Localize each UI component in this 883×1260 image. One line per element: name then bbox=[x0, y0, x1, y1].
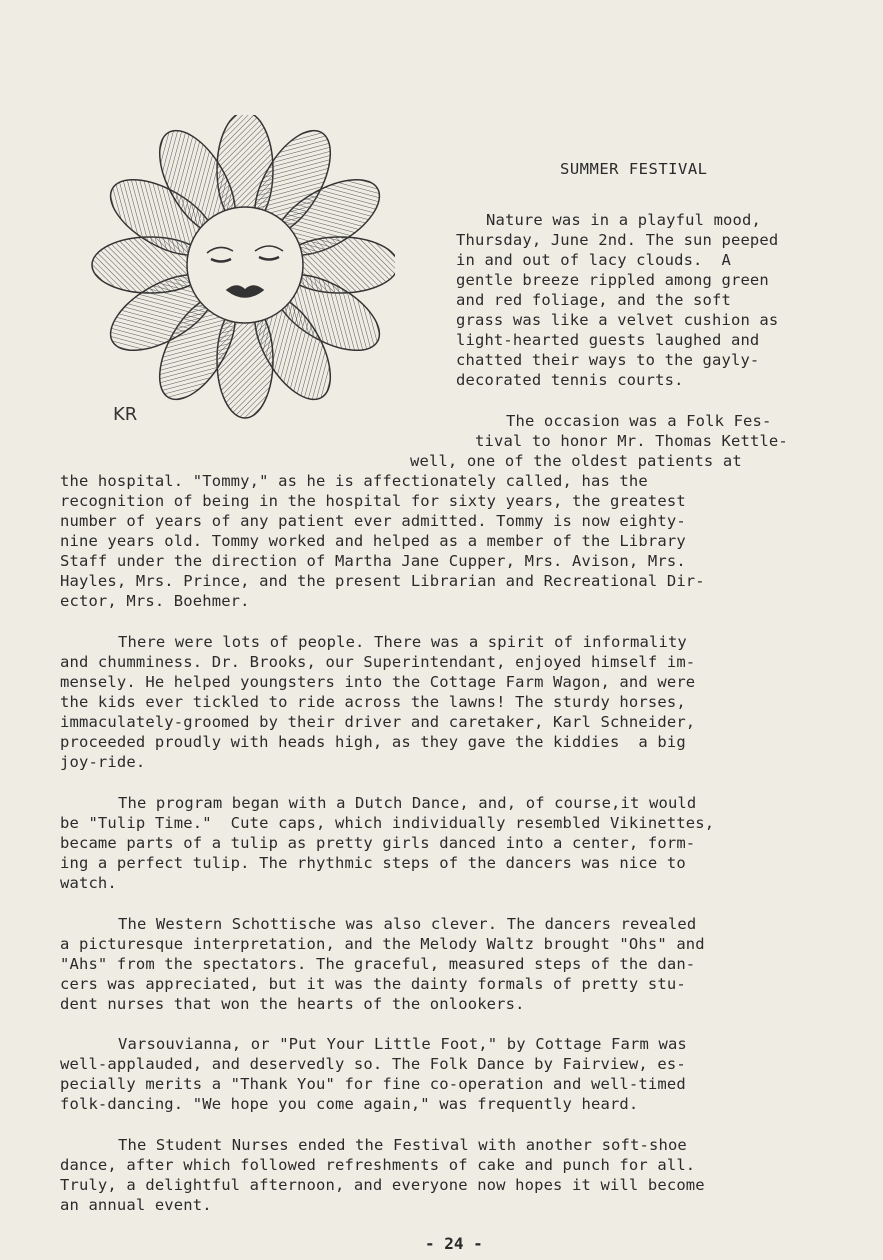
text-line: well-applauded, and deservedly so. The Folk Dance by Fairview, es- bbox=[60, 1055, 686, 1073]
text-line: Thursday, June 2nd. The sun peeped bbox=[456, 231, 779, 249]
text-line: in and out of lacy clouds. A bbox=[456, 251, 731, 269]
text-line: joy-ride. bbox=[60, 753, 146, 771]
text-line: Truly, a delightful afternoon, and everyone now hopes it will become bbox=[60, 1176, 705, 1194]
sunflower-face-icon bbox=[85, 115, 395, 435]
text-line: tival to honor Mr. Thomas Kettle- bbox=[475, 432, 788, 450]
text-line: an annual event. bbox=[60, 1196, 212, 1214]
text-line: chatted their ways to the gayly- bbox=[456, 351, 760, 369]
text-line: well, one of the oldest patients at bbox=[410, 452, 742, 470]
text-line: Varsouvianna, or "Put Your Little Foot," by Cottage Farm was bbox=[118, 1035, 687, 1053]
text-line: recognition of being in the hospital for sixty years, the greatest bbox=[60, 492, 686, 510]
text-line: grass was like a velvet cushion as bbox=[456, 311, 779, 329]
text-line: dance, after which followed refreshments of cake and punch for all. bbox=[60, 1156, 696, 1174]
page-number: - 24 - bbox=[425, 1234, 483, 1253]
illustration-initials: KR bbox=[113, 404, 138, 425]
page-title: SUMMER FESTIVAL bbox=[560, 160, 708, 178]
text-line: Staff under the direction of Martha Jane Cupper, Mrs. Avison, Mrs. bbox=[60, 552, 686, 570]
text-line: watch. bbox=[60, 874, 117, 892]
text-line: The Western Schottische was also clever. The dancers revealed bbox=[118, 915, 697, 933]
text-line: nine years old. Tommy worked and helped as a member of the Library bbox=[60, 532, 686, 550]
text-line: pecially merits a "Thank You" for fine co-operation and well-timed bbox=[60, 1075, 686, 1093]
text-line: and chumminess. Dr. Brooks, our Superintendant, enjoyed himself im- bbox=[60, 653, 696, 671]
text-line: be "Tulip Time." Cute caps, which individually resembled Vikinettes, bbox=[60, 814, 715, 832]
text-line: The Student Nurses ended the Festival with another soft-shoe bbox=[118, 1136, 687, 1154]
text-line: ing a perfect tulip. The rhythmic steps of the dancers was nice to bbox=[60, 854, 686, 872]
text-line: There were lots of people. There was a spirit of informality bbox=[118, 633, 687, 651]
text-line: ector, Mrs. Boehmer. bbox=[60, 592, 250, 610]
text-line: The program began with a Dutch Dance, and, of course,it would bbox=[118, 794, 697, 812]
text-line: cers was appreciated, but it was the dainty formals of pretty stu- bbox=[60, 975, 686, 993]
text-line: a picturesque interpretation, and the Melody Waltz brought "Ohs" and bbox=[60, 935, 705, 953]
text-line: and red foliage, and the soft bbox=[456, 291, 731, 309]
text-line: immaculately-groomed by their driver and caretaker, Karl Schneider, bbox=[60, 713, 696, 731]
text-line: proceeded proudly with heads high, as they gave the kiddies a big bbox=[60, 733, 686, 751]
text-line: Hayles, Mrs. Prince, and the present Librarian and Recreational Dir- bbox=[60, 572, 705, 590]
text-line: decorated tennis courts. bbox=[456, 371, 684, 389]
text-line: number of years of any patient ever admitted. Tommy is now eighty- bbox=[60, 512, 686, 530]
text-line: became parts of a tulip as pretty girls danced into a center, form- bbox=[60, 834, 696, 852]
text-line: the hospital. "Tommy," as he is affectionately called, has the bbox=[60, 472, 648, 490]
text-line: "Ahs" from the spectators. The graceful, measured steps of the dan- bbox=[60, 955, 696, 973]
text-line: The occasion was a Folk Fes- bbox=[506, 412, 772, 430]
text-line: dent nurses that won the hearts of the onlookers. bbox=[60, 995, 525, 1013]
text-line: mensely. He helped youngsters into the Cottage Farm Wagon, and were bbox=[60, 673, 696, 691]
text-line: light-hearted guests laughed and bbox=[456, 331, 760, 349]
text-line: gentle breeze rippled among green bbox=[456, 271, 769, 289]
text-line: the kids ever tickled to ride across the lawns! The sturdy horses, bbox=[60, 693, 686, 711]
text-line: folk-dancing. "We hope you come again," was frequently heard. bbox=[60, 1095, 639, 1113]
text-line: Nature was in a playful mood, bbox=[486, 211, 761, 229]
